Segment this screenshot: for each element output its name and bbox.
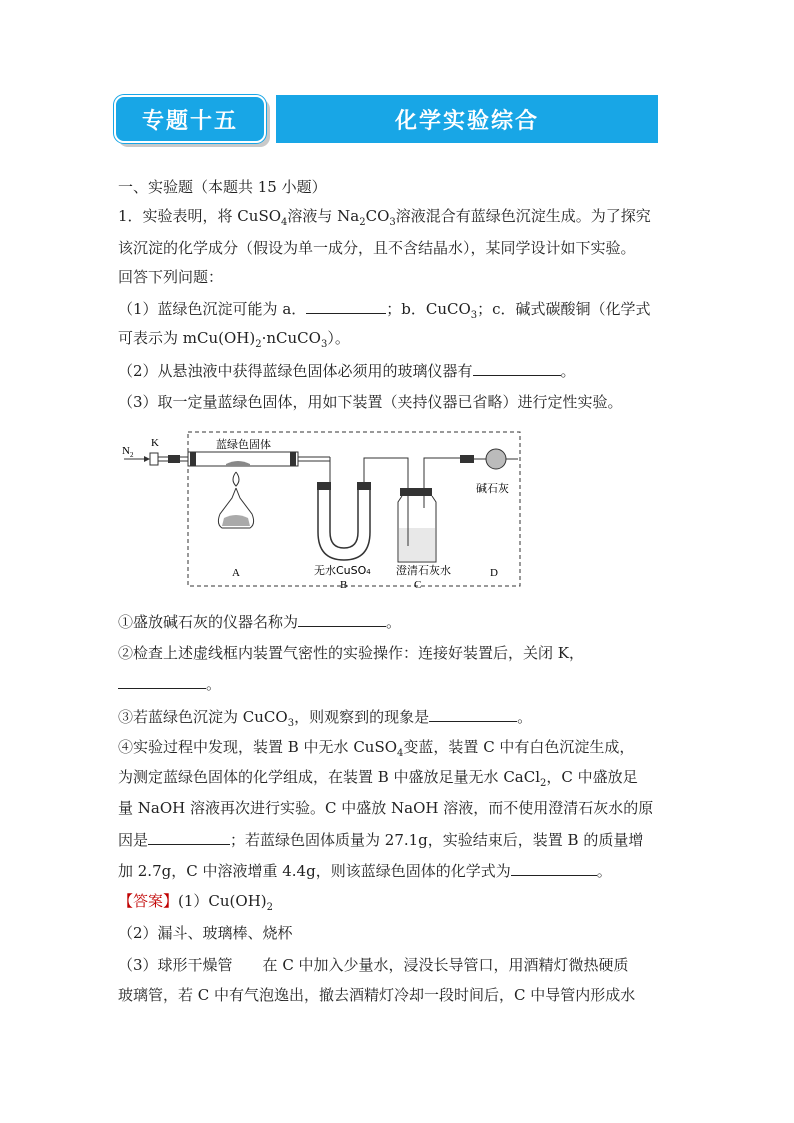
question-line: ②检查上述虚线框内装置气密性的实验操作：连接好装置后，关闭 K，: [118, 644, 584, 662]
answer-line: （2）漏斗、玻璃棒、烧杯: [118, 924, 293, 942]
label-d: D: [490, 567, 498, 579]
topic-title: 化学实验综合: [276, 95, 658, 143]
question-line: ③若蓝绿色沉淀为 CuCO$_3$，则观察到的现象是 。: [118, 708, 533, 729]
section-heading: 一、实验题（本题共 15 小题）: [118, 178, 327, 196]
k-label: K: [151, 437, 159, 449]
question-line: 加 2.7g，C 中溶液增重 4.4g，则该蓝绿色固体的化学式为 。: [118, 862, 612, 880]
question-line: （2）从悬浊液中获得蓝绿色固体必须用的玻璃仪器有 。: [118, 362, 576, 380]
label-a: A: [232, 567, 240, 579]
question-line: 量 NaOH 溶液再次进行实验。C 中盛放 NaOH 溶液，而不使用澄清石灰水的原: [118, 799, 654, 817]
solid-label: 蓝绿色固体: [216, 438, 271, 451]
question-line: （1）蓝绿色沉淀可能为 a． ；b．CuCO$_3$；c．碱式碳酸铜（化学式: [118, 300, 651, 321]
answer-blank[interactable]: [118, 673, 206, 689]
question-line: 为测定蓝绿色固体的化学组成，在装置 B 中盛放足量无水 CaCl$_2$，C 中盛放足: [118, 768, 638, 789]
answer-blank[interactable]: [429, 706, 517, 722]
question-line: ④实验过程中发现，装置 B 中无水 CuSO$_4$变蓝，装置 C 中有白色沉淀生成，: [118, 738, 635, 759]
n2-label: N: [122, 445, 130, 457]
question-line: 因是 ；若蓝绿色固体质量为 27.1g，实验结束后，装置 B 的质量增: [118, 831, 644, 849]
question-line: 1．实验表明，将 CuSO$_4$溶液与 $Na_2CO_3$溶液混合有蓝绿色沉淀生成。为了探究: [118, 207, 651, 228]
label-c: C: [414, 579, 422, 588]
answer-blank[interactable]: [473, 360, 561, 376]
answer-blank[interactable]: [511, 860, 597, 876]
question-line: 可表示为 $mCu(OH)_2\cdot nCuCO_3$）。: [118, 329, 350, 350]
answer-line: 【答案】$(1)Cu(OH)_2$: [118, 892, 274, 913]
question-line: （3）取一定量蓝绿色固体，用如下装置（夹持仪器已省略）进行定性实验。: [118, 393, 623, 411]
topic-badge-label: 专题十五: [114, 95, 266, 143]
limewater-label: 澄清石灰水: [396, 564, 451, 577]
cuso4-label: 无水CuSO4: [314, 564, 371, 577]
answer-blank[interactable]: [298, 611, 386, 627]
answer-line: 玻璃管，若 C 中有气泡逸出，撤去酒精灯冷却一段时间后，C 中导管内形成水: [118, 986, 636, 1004]
lime-label: 碱石灰: [476, 482, 509, 495]
label-b: B: [340, 579, 348, 588]
answer-blank[interactable]: [148, 829, 230, 845]
question-line: 该沉淀的化学成分（假设为单一成分，且不含结晶水），某同学设计如下实验。: [118, 239, 636, 257]
svg-text:2: 2: [130, 451, 134, 459]
question-line: 。: [118, 673, 678, 694]
apparatus-figure: [118, 428, 534, 588]
question-line: ①盛放碱石灰的仪器名称为 。: [118, 613, 402, 631]
answer-line: （3）球形干燥管 在 C 中加入少量水，浸没长导管口，用酒精灯微热硬质: [118, 956, 629, 974]
answer-blank[interactable]: [306, 298, 386, 314]
answer-tag: 【答案】: [118, 892, 179, 910]
topic-badge: [114, 95, 266, 143]
question-line: 回答下列问题：: [118, 268, 224, 286]
